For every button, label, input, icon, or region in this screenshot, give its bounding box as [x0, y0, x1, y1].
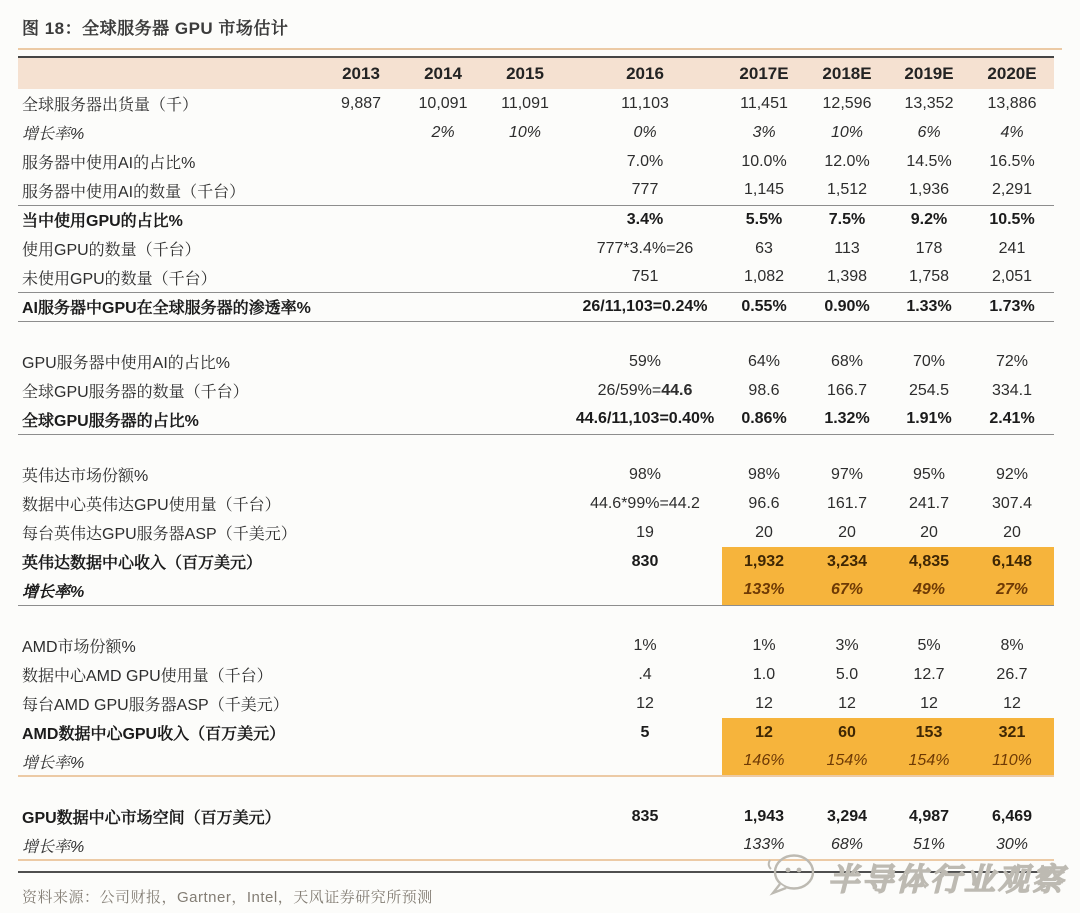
table-cell: 12,596 — [822, 94, 872, 112]
table-cell: 154% — [806, 747, 888, 776]
row-label: 数据中心英伟达GPU使用量（千台） — [22, 497, 281, 514]
table-cell: 20 — [838, 523, 856, 541]
table-cell — [482, 631, 568, 660]
table-cell: 20 — [1003, 523, 1021, 541]
row-label: 英伟达市场份额% — [22, 468, 149, 485]
table-row — [18, 718, 1054, 747]
table-cell: 1.73% — [970, 292, 1054, 321]
table-cell — [318, 347, 404, 376]
table-cell: 2% — [431, 123, 455, 141]
table-cell: 44.6/11,103=0.40% — [568, 405, 722, 434]
table-cell: 4,987 — [908, 807, 950, 825]
table-cell — [404, 347, 482, 376]
table-row — [18, 176, 1054, 205]
figure-title: 图 18：全球服务器 GPU 市场估计 — [22, 19, 289, 38]
table-cell: 30% — [970, 831, 1054, 860]
table-cell: 1,082 — [722, 263, 806, 292]
source-note: 资料来源：公司财报，Gartner，Intel，天风证券研究所预测 — [22, 889, 433, 906]
table-cell — [482, 489, 568, 518]
row-label: 增长率% — [18, 747, 318, 776]
table-cell: 68% — [830, 352, 864, 370]
table-cell — [318, 831, 404, 860]
table-cell — [318, 660, 404, 689]
table-row — [18, 631, 1054, 660]
table-cell: 777*3.4%=26 — [596, 239, 694, 257]
table-cell: 26/59%=44.6 — [597, 381, 693, 399]
row-label: 英伟达数据中心收入（百万美元） — [22, 555, 263, 572]
table-row — [18, 292, 1054, 321]
table-cell: 3% — [835, 636, 859, 654]
table-cell: 830 — [631, 552, 659, 570]
table-cell — [318, 176, 404, 205]
table-cell: 751 — [568, 263, 722, 292]
table-cell: 334.1 — [991, 381, 1033, 399]
table-cell: 60 — [806, 718, 888, 747]
spacer-row — [18, 776, 1054, 802]
table-cell — [404, 205, 482, 234]
table-cell — [482, 147, 568, 176]
table-cell: 1,512 — [806, 176, 888, 205]
table-cell — [404, 147, 482, 176]
table-cell: 1,943 — [743, 807, 785, 825]
table-cell: 98.6 — [748, 381, 780, 399]
table-cell: 835 — [631, 807, 659, 825]
table-cell: 4% — [1000, 123, 1024, 141]
table-row — [18, 831, 1054, 860]
table-row — [18, 147, 1054, 176]
spacer-row — [18, 321, 1054, 347]
table-cell: 12 — [636, 694, 654, 712]
row-label: 每台AMD GPU服务器ASP（千美元） — [22, 697, 289, 714]
table-cell — [318, 489, 404, 518]
table-row — [18, 460, 1054, 489]
spacer-cell — [18, 321, 1054, 347]
table-cell: 9.2% — [910, 210, 948, 228]
table-cell: 8% — [1000, 636, 1024, 654]
table-cell: 12 — [838, 694, 856, 712]
table-cell — [482, 718, 568, 747]
table-cell: 13,886 — [987, 94, 1037, 112]
table-cell: 49% — [888, 576, 970, 605]
table-row — [18, 576, 1054, 605]
table-body — [18, 89, 1054, 860]
table-cell: 1,758 — [888, 263, 970, 292]
table-cell: 10.5% — [989, 210, 1035, 228]
row-label: 数据中心AMD GPU使用量（千台） — [22, 668, 273, 685]
table-cell — [568, 747, 722, 776]
table-row — [18, 802, 1054, 831]
table-cell: 27% — [970, 576, 1054, 605]
header-cell: 2020E — [970, 57, 1054, 89]
table-cell: 241 — [998, 239, 1026, 257]
table-cell — [318, 631, 404, 660]
table-cell — [404, 376, 482, 405]
table-cell: 97% — [830, 465, 864, 483]
table-cell: 92% — [995, 465, 1029, 483]
table-cell — [318, 147, 404, 176]
table-cell: .4 — [638, 665, 652, 683]
table-cell: 0.55% — [722, 292, 806, 321]
table-cell: 10% — [508, 123, 542, 141]
table-cell — [404, 660, 482, 689]
table-cell: 6% — [917, 123, 941, 141]
table-cell: 63 — [755, 239, 773, 257]
table-row — [18, 118, 1054, 147]
table-cell — [404, 518, 482, 547]
table-cell — [482, 689, 568, 718]
table-cell: 6,148 — [970, 547, 1054, 576]
table-cell — [404, 689, 482, 718]
table-cell: 13,352 — [904, 94, 954, 112]
table-cell: 161.7 — [826, 494, 868, 512]
table-cell: 0.86% — [722, 405, 806, 434]
table-cell: 178 — [915, 239, 943, 257]
table-cell: 26.7 — [996, 665, 1028, 683]
table-cell — [404, 802, 482, 831]
table-cell: 11,103 — [621, 94, 669, 112]
table-cell: 95% — [912, 465, 946, 483]
table-cell: 96.6 — [748, 494, 780, 512]
table-cell — [404, 234, 482, 263]
row-label: 全球服务器出货量（千） — [22, 97, 199, 114]
header-cell: 2014 — [404, 57, 482, 89]
table-cell: 98% — [628, 465, 662, 483]
header-cell: 2015 — [482, 57, 568, 89]
table-row — [18, 689, 1054, 718]
row-label: 增长率% — [18, 576, 318, 605]
row-label: AI服务器中GPU在全球服务器的渗透率% — [18, 292, 318, 321]
table-cell: 307.4 — [991, 494, 1033, 512]
table-cell: 6,469 — [991, 807, 1033, 825]
table-cell: 70% — [912, 352, 946, 370]
table-cell: 153 — [888, 718, 970, 747]
table-cell: 12 — [755, 694, 773, 712]
row-label: AMD数据中心GPU收入（百万美元） — [22, 726, 286, 743]
table-cell: 1.33% — [888, 292, 970, 321]
table-cell — [318, 118, 404, 147]
table-cell — [482, 747, 568, 776]
table-cell — [318, 205, 404, 234]
market-table — [18, 56, 1054, 861]
table-cell: 11,091 — [501, 94, 549, 112]
table-cell — [482, 263, 568, 292]
table-cell — [318, 747, 404, 776]
table-cell — [318, 460, 404, 489]
table-row — [18, 489, 1054, 518]
table-row — [18, 376, 1054, 405]
table-cell — [482, 576, 568, 605]
table-cell: 1% — [752, 636, 776, 654]
table-cell — [404, 405, 482, 434]
table-cell: 67% — [806, 576, 888, 605]
table-cell: 12.0% — [824, 152, 870, 170]
table-cell — [568, 576, 722, 605]
row-label: AMD市场份额% — [22, 639, 136, 656]
header-cell: 2018E — [806, 57, 888, 89]
table-cell: 0.90% — [806, 292, 888, 321]
table-cell — [404, 292, 482, 321]
table-cell — [318, 405, 404, 434]
table-cell — [318, 802, 404, 831]
table-cell — [404, 547, 482, 576]
table-row — [18, 234, 1054, 263]
table-cell: 12.7 — [913, 665, 945, 683]
table-cell — [318, 689, 404, 718]
row-label: GPU服务器中使用AI的占比% — [22, 355, 231, 372]
row-label: 每台英伟达GPU服务器ASP（千美元） — [22, 526, 297, 543]
header-cell-label — [18, 57, 318, 89]
table-cell: 3,294 — [826, 807, 868, 825]
table-row — [18, 747, 1054, 776]
table-row — [18, 405, 1054, 434]
table-cell: 5% — [917, 636, 941, 654]
table-cell: 1.0 — [752, 665, 776, 683]
table-cell: 321 — [970, 718, 1054, 747]
table-cell — [318, 547, 404, 576]
table-cell: 16.5% — [989, 152, 1035, 170]
table-cell: 3,234 — [806, 547, 888, 576]
row-label: 服务器中使用AI的占比% — [22, 155, 196, 172]
table-cell — [482, 547, 568, 576]
table-cell — [404, 460, 482, 489]
table-cell: 3% — [752, 123, 776, 141]
row-label: 服务器中使用AI的数量（千台） — [18, 176, 318, 205]
table-cell: 19 — [636, 523, 654, 541]
header-row — [18, 57, 1054, 89]
spacer-cell — [18, 434, 1054, 460]
table-cell: 64% — [747, 352, 781, 370]
header-cell: 2016 — [568, 57, 722, 89]
table-row — [18, 263, 1054, 292]
table-cell — [482, 405, 568, 434]
table-cell — [482, 234, 568, 263]
table-cell: 1.91% — [888, 405, 970, 434]
table-cell — [482, 205, 568, 234]
table-cell — [404, 631, 482, 660]
header-cell: 2019E — [888, 57, 970, 89]
table-cell — [404, 831, 482, 860]
table-cell — [482, 831, 568, 860]
table-cell — [404, 176, 482, 205]
table-cell: 1,932 — [722, 547, 806, 576]
table-cell: 166.7 — [826, 381, 868, 399]
row-label: 当中使用GPU的占比% — [22, 213, 183, 231]
table-cell: 113 — [834, 239, 860, 257]
table-cell — [482, 292, 568, 321]
table-cell — [318, 576, 404, 605]
table-cell: 10% — [830, 123, 864, 141]
table-cell: 10,091 — [418, 94, 468, 112]
table-cell — [318, 234, 404, 263]
table-cell: 241.7 — [908, 494, 950, 512]
table-cell: 5 — [640, 723, 650, 741]
row-label: 增长率% — [22, 126, 85, 143]
table-row — [18, 89, 1054, 118]
row-label: 使用GPU的数量（千台） — [22, 242, 201, 259]
table-cell: 26/11,103=0.24% — [568, 292, 722, 321]
table-row — [18, 205, 1054, 234]
table-cell — [404, 576, 482, 605]
table-cell: 777 — [568, 176, 722, 205]
table-cell: 4,835 — [888, 547, 970, 576]
table-cell: 9,887 — [340, 94, 382, 112]
table-cell: 2.41% — [970, 405, 1054, 434]
table-cell — [318, 518, 404, 547]
table-cell — [568, 831, 722, 860]
table-cell — [482, 176, 568, 205]
table-cell — [482, 460, 568, 489]
table-cell — [318, 718, 404, 747]
title-divider — [18, 48, 1062, 50]
table-cell — [482, 376, 568, 405]
table-cell: 20 — [920, 523, 938, 541]
table-cell — [482, 660, 568, 689]
spacer-cell — [18, 605, 1054, 631]
table-cell: 1,936 — [888, 176, 970, 205]
table-cell: 3.4% — [626, 210, 664, 228]
row-label: 增长率% — [18, 831, 318, 860]
table-cell: 12 — [1003, 694, 1021, 712]
table-cell — [318, 292, 404, 321]
table-cell: 146% — [722, 747, 806, 776]
header-cell: 2013 — [318, 57, 404, 89]
table-cell: 98% — [747, 465, 781, 483]
table-cell: 5.0 — [835, 665, 859, 683]
table-cell: 59% — [628, 352, 662, 370]
table-cell: 154% — [888, 747, 970, 776]
watermark-text: 半导体行业观察 — [828, 861, 1066, 897]
table-cell — [482, 347, 568, 376]
table-cell: 12 — [920, 694, 938, 712]
table-cell: 7.5% — [828, 210, 866, 228]
table-cell — [318, 263, 404, 292]
table-cell: 14.5% — [906, 152, 952, 170]
table-row — [18, 660, 1054, 689]
table-cell — [482, 518, 568, 547]
table-cell — [318, 376, 404, 405]
table-cell — [404, 263, 482, 292]
table-cell: 1,398 — [806, 263, 888, 292]
spacer-cell — [18, 776, 1054, 802]
row-label: 全球GPU服务器的占比% — [18, 405, 318, 434]
table-row — [18, 347, 1054, 376]
table-cell: 1,145 — [722, 176, 806, 205]
table-cell: 11,451 — [740, 94, 788, 112]
table-cell: 1.32% — [806, 405, 888, 434]
table-cell: 110% — [970, 747, 1054, 776]
table-cell: 133% — [722, 576, 806, 605]
table-cell: 12 — [722, 718, 806, 747]
table-cell: 68% — [806, 831, 888, 860]
table-cell: 44.6*99%=44.2 — [590, 494, 700, 512]
table-cell: 2,291 — [970, 176, 1054, 205]
header-cell: 2017E — [722, 57, 806, 89]
table-cell: 133% — [722, 831, 806, 860]
row-label: 全球GPU服务器的数量（千台） — [22, 384, 249, 401]
spacer-row — [18, 605, 1054, 631]
table-cell: 254.5 — [908, 381, 950, 399]
table-cell — [404, 489, 482, 518]
table-cell: 2,051 — [970, 263, 1054, 292]
spacer-row — [18, 434, 1054, 460]
table-row — [18, 518, 1054, 547]
table-cell: 1% — [633, 636, 657, 654]
row-label: GPU数据中心市场空间（百万美元） — [22, 810, 281, 827]
row-label: 未使用GPU的数量（千台） — [18, 263, 318, 292]
table-cell — [482, 802, 568, 831]
table-row — [18, 547, 1054, 576]
table-cell — [404, 747, 482, 776]
table-cell: 51% — [888, 831, 970, 860]
table-cell — [404, 718, 482, 747]
table-cell: 5.5% — [745, 210, 783, 228]
table-cell: 7.0% — [626, 152, 664, 170]
table-cell: 20 — [755, 523, 773, 541]
table-cell: 0% — [633, 123, 657, 141]
table-cell: 72% — [995, 352, 1029, 370]
table-cell: 10.0% — [741, 152, 787, 170]
